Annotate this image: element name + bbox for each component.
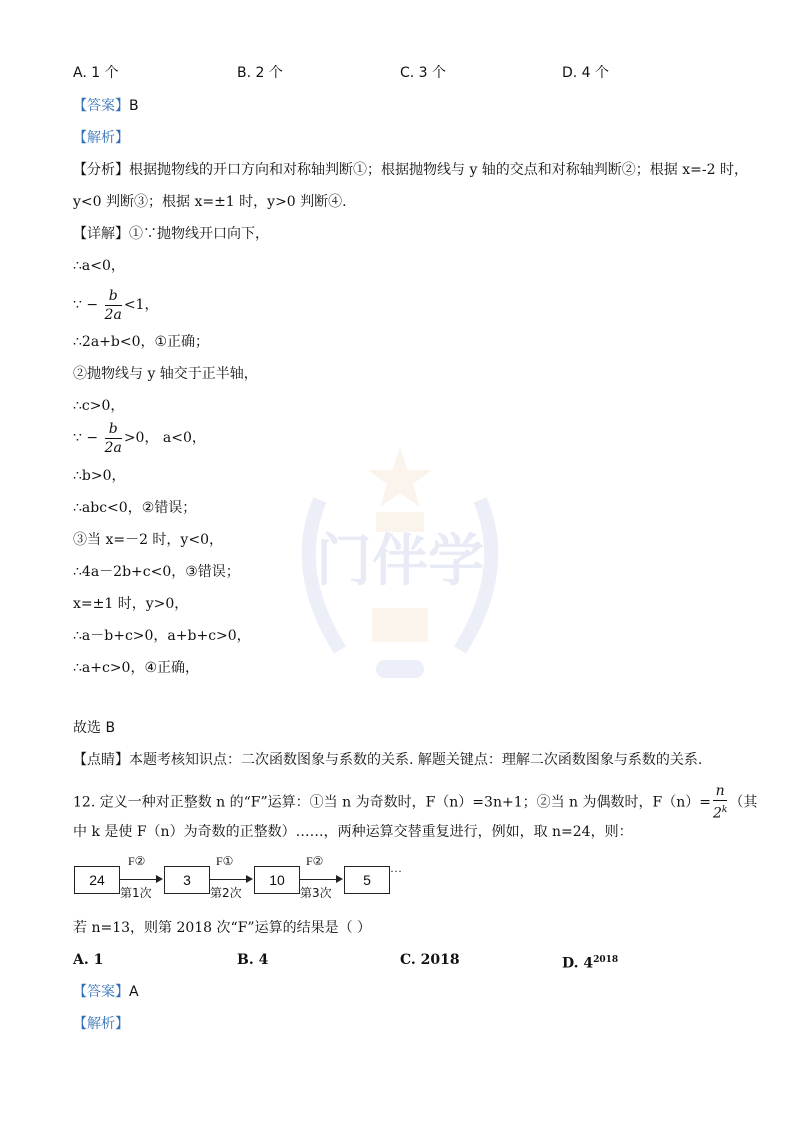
q12-option-d <box>562 950 618 974</box>
q12-line-3: 若 n=13，则第 2018 次“F”运算的结果是（ ） <box>73 920 372 936</box>
option-b: B. 2 个 <box>237 65 283 81</box>
answer-tag: 【答案】 <box>73 98 129 114</box>
svg-text:门伴学: 门伴学 <box>316 529 484 594</box>
frac-num: b <box>108 287 118 304</box>
q12-option-a: A. 1 <box>73 952 104 968</box>
flow-op-1: F② <box>128 854 146 868</box>
q12-frac-den <box>713 801 727 823</box>
flow-op-2: F① <box>216 854 234 868</box>
fenxi-line-1 <box>73 160 748 180</box>
q12-answer-tag: 【答案】 <box>73 984 129 1000</box>
flow-arrowhead-3 <box>336 875 343 883</box>
detail-line-6 <box>73 418 206 458</box>
fenxi-text-1: 根据抛物线的开口方向和对称轴判断①；根据抛物线与 y 轴的交点和对称轴判断②；根据 x=-2 时， <box>129 162 748 178</box>
option-a: A. 1 个 <box>73 65 119 81</box>
comment-text: 本题考核知识点：二次函数图象与系数的关系. 解题关键点：理解二次函数图象与系数的关系. <box>129 752 703 768</box>
detail-line-1: ∴a<0， <box>73 258 125 274</box>
detail-line-4: ②抛物线与 y 轴交于正半轴， <box>73 366 258 382</box>
q12-frac-num: n <box>715 783 725 799</box>
q12-answer-value: A <box>129 984 139 1000</box>
q12-analysis-tag: 【解析】 <box>73 1016 129 1032</box>
flow-arrowhead-1 <box>156 875 163 883</box>
detail-line-0 <box>73 224 269 244</box>
fraction-b-over-2a <box>105 287 122 324</box>
choose-line: 故选 B <box>73 720 116 736</box>
detail-l6-pre: ∵ − <box>73 430 99 446</box>
fraction-n-over-2k <box>713 782 727 823</box>
detail-text-0: ①∵抛物线开口向下， <box>129 226 269 242</box>
flow-arrowhead-2 <box>246 875 253 883</box>
q12-option-b: B. 4 <box>237 952 269 968</box>
flow-step-3: 第3次 <box>300 886 332 900</box>
detail-line-10: ∴4a－2b+c<0，③错误； <box>73 564 240 580</box>
flow-box-3: 10 <box>254 866 300 894</box>
detail-line-12: ∴a－b+c>0，a+b+c>0， <box>73 628 251 644</box>
detail-line-2 <box>73 285 158 325</box>
q12-option-d-base: D. 4 <box>562 955 594 972</box>
flow-box-2: 3 <box>164 866 210 894</box>
fraction-b-over-2a-2 <box>105 420 122 457</box>
comment-tag: 【点睛】 <box>73 752 129 768</box>
option-c: C. 3 个 <box>400 65 447 81</box>
detail-l6-post: >0， a<0， <box>123 430 206 446</box>
q12-line-1 <box>73 782 757 823</box>
q12-option-c: C. 2018 <box>400 952 460 968</box>
flow-arrow-3 <box>300 879 336 880</box>
flow-step-2: 第2次 <box>210 886 242 900</box>
analysis-tag: 【解析】 <box>73 130 129 146</box>
fenxi-tag: 【分析】 <box>73 162 129 178</box>
q12-text-1: 12. 定义一种对正整数 n 的“F”运算：①当 n 为奇数时，F（n）=3n+1；②当 n 为偶数时，F（n）= <box>73 794 711 811</box>
flow-arrow-2 <box>210 879 246 880</box>
detail-l2-pre: ∵ − <box>73 297 99 313</box>
detail-line-3: ∴2a+b<0，①正确； <box>73 334 210 350</box>
q12-frac-exp: k <box>721 805 728 815</box>
flow-arrow-1 <box>120 879 156 880</box>
q12-line-2: 中 k 是使 F（n）为奇数的正整数）……，两种运算交替重复进行，例如，取 n=24，则： <box>73 824 633 840</box>
detail-line-9: ③当 x=－2 时，y<0， <box>73 532 223 548</box>
flow-box-1: 24 <box>74 866 120 894</box>
detail-tag: 【详解】 <box>73 226 129 242</box>
detail-line-7: ∴b>0， <box>73 468 126 484</box>
answer-value: B <box>129 98 139 114</box>
flow-box-4: 5 <box>344 866 390 894</box>
answer-line <box>73 96 139 116</box>
detail-line-5: ∴c>0， <box>73 398 125 414</box>
detail-line-13: ∴a+c>0，④正确， <box>73 660 200 676</box>
fenxi-line-2: y<0 判断③；根据 x=±1 时，y>0 判断④. <box>73 194 347 210</box>
option-d: D. 4 个 <box>562 65 610 81</box>
q12-text-1-post: （其 <box>729 794 758 811</box>
q12-option-d-exp: 2018 <box>593 955 619 965</box>
comment-line <box>73 750 702 770</box>
frac-num-2: b <box>108 420 118 437</box>
operation-flow-diagram <box>72 854 402 904</box>
frac-den-2: 2a <box>104 439 122 456</box>
detail-l2-post: <1， <box>123 297 159 313</box>
flow-ellipsis: ··· <box>390 864 402 878</box>
flow-step-1: 第1次 <box>120 886 152 900</box>
q12-frac-den-base: 2 <box>712 805 722 822</box>
flow-op-3: F② <box>306 854 324 868</box>
frac-den: 2a <box>104 306 122 323</box>
detail-line-8: ∴abc<0，②错误； <box>73 500 197 516</box>
watermark-logo <box>280 440 520 700</box>
q12-answer-line <box>73 982 139 1002</box>
detail-line-11: x=±1 时，y>0， <box>73 596 189 612</box>
